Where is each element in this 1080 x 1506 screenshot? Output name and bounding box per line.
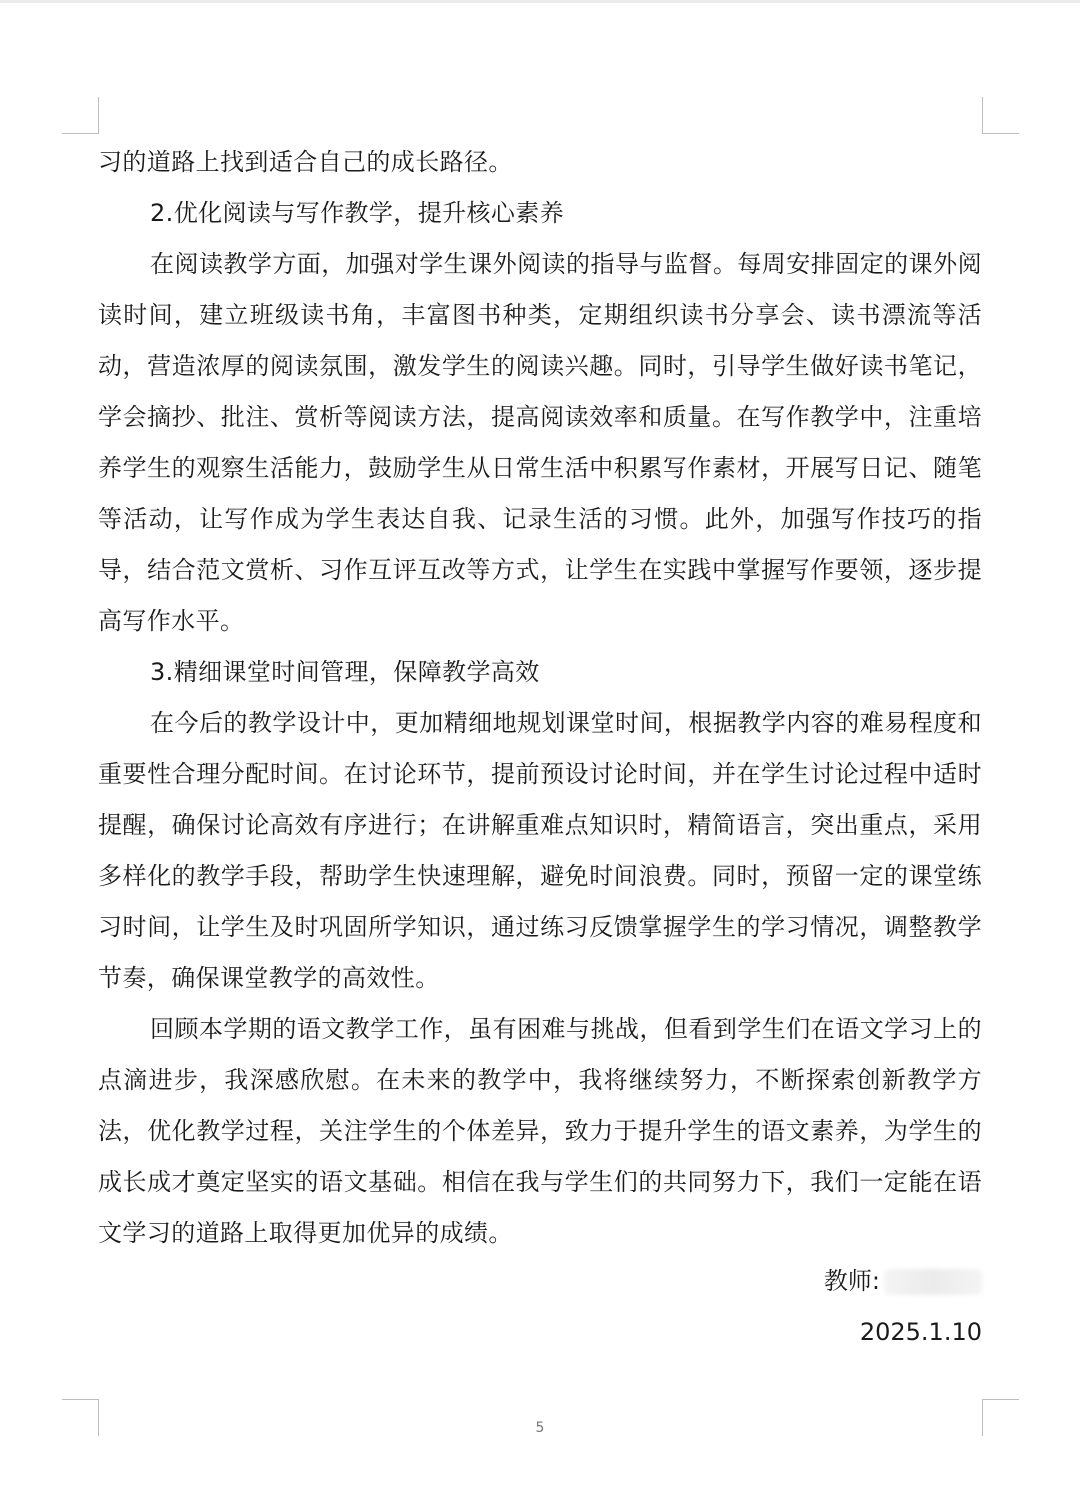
paragraph: 习的道路上找到适合自己的成长路径。	[98, 148, 513, 176]
paragraph: 在阅读教学方面，加强对学生课外阅读的指导与监督。每周安排固定的课外阅读时间，建立班级读书角，丰富图书种类，定期组织读书分享会、读书漂流等活动，营造浓厚的阅读氛围，激发学生的阅读兴趣。同时，引导学生做好读书笔记，学会摘抄、批注、赏析等阅读方法，提高阅读效率和质量。在写作教学中，注重培养学生的观察生活能力，鼓励学生从日常生活中积累写作素材，开展写日记、随笔等活动，让写作成为学生表达自我、记录生活的习惯。此外，加强写作技巧的指导，结合范文赏析、习作互评互改等方式，让学生在实践中掌握写作要领，逐步提高写作水平。	[98, 250, 982, 635]
page-number: 5	[535, 1420, 545, 1436]
teacher-label: 教师:	[823, 1267, 880, 1295]
section-heading: 3.精细课堂时间管理，保障教学高效	[150, 658, 540, 686]
document-body	[98, 137, 982, 1259]
margin-corner-mark-top-left	[62, 97, 99, 134]
redacted-name	[884, 1269, 982, 1295]
section-heading: 2.优化阅读与写作教学，提升核心素养	[150, 199, 565, 227]
top-edge	[0, 0, 1080, 3]
signature-block	[824, 1256, 982, 1358]
paragraph: 回顾本学期的语文教学工作，虽有困难与挑战，但看到学生们在语文学习上的点滴进步，我深感欣慰。在未来的教学中，我将继续努力，不断探索创新教学方法，优化教学过程，关注学生的个体差异，致力于提升学生的语文素养，为学生的成长成才奠定坚实的语文基础。相信在我与学生们的共同努力下，我们一定能在语文学习的道路上取得更加优异的成绩。	[98, 1015, 982, 1247]
teacher-line	[824, 1256, 982, 1307]
paragraph: 在今后的教学设计中，更加精细地规划课堂时间，根据教学内容的难易程度和重要性合理分配时间。在讨论环节，提前预设讨论时间，并在学生讨论过程中适时提醒，确保讨论高效有序进行；在讲解重难点知识时，精简语言，突出重点，采用多样化的教学手段，帮助学生快速理解，避免时间浪费。同时，预留一定的课堂练习时间，让学生及时巩固所学知识，通过练习反馈掌握学生的学习情况，调整教学节奏，确保课堂教学的高效性。	[98, 709, 982, 992]
signature-date: 2025.1.10	[859, 1318, 982, 1346]
margin-corner-mark-top-right	[982, 97, 1019, 134]
